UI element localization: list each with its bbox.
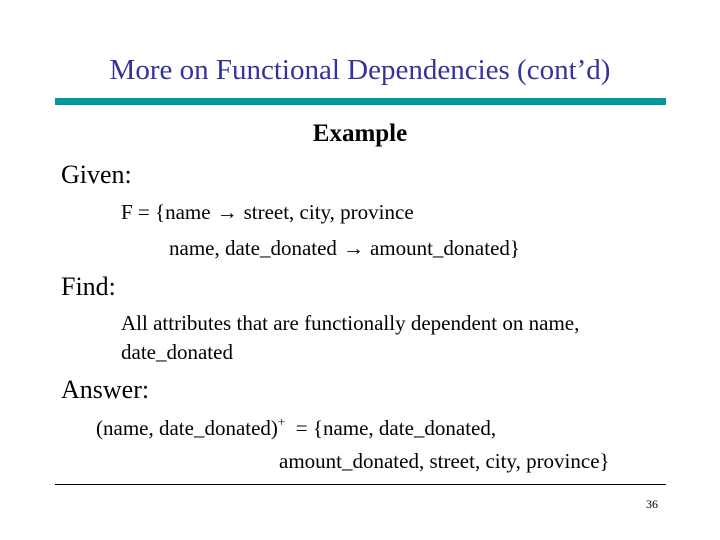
given-line-1-start: F = {name: [121, 200, 211, 224]
find-label: Find:: [61, 272, 116, 301]
answer-label: Answer:: [61, 375, 150, 404]
given-line-1: [121, 200, 414, 225]
answer-line-2: amount_donated, street, city, province}: [279, 449, 610, 473]
title-rule: [55, 98, 666, 105]
given-line-1-end: street, city, province: [243, 200, 414, 224]
given-label: Given:: [61, 160, 132, 189]
slide-title: More on Functional Dependencies (cont’d): [109, 54, 611, 86]
answer-line-1: [96, 414, 496, 441]
given-line-2-start: name, date_donated: [169, 236, 337, 260]
given-line-2-end: amount_donated}: [369, 236, 520, 260]
find-line-1: All attributes that are functionally dependent on name,: [121, 311, 580, 335]
page-number: 36: [646, 497, 658, 511]
closure-superscript: +: [277, 414, 286, 429]
find-line-2: date_donated: [121, 340, 233, 364]
footer-rule: [55, 484, 666, 485]
answer-line-1-end: = {name, date_donated,: [295, 416, 497, 440]
arrow-icon: →: [342, 236, 364, 260]
given-line-2: [169, 236, 520, 261]
example-heading: Example: [312, 120, 408, 147]
arrow-icon: →: [216, 200, 238, 224]
answer-line-1-start: (name, date_donated): [96, 416, 278, 440]
